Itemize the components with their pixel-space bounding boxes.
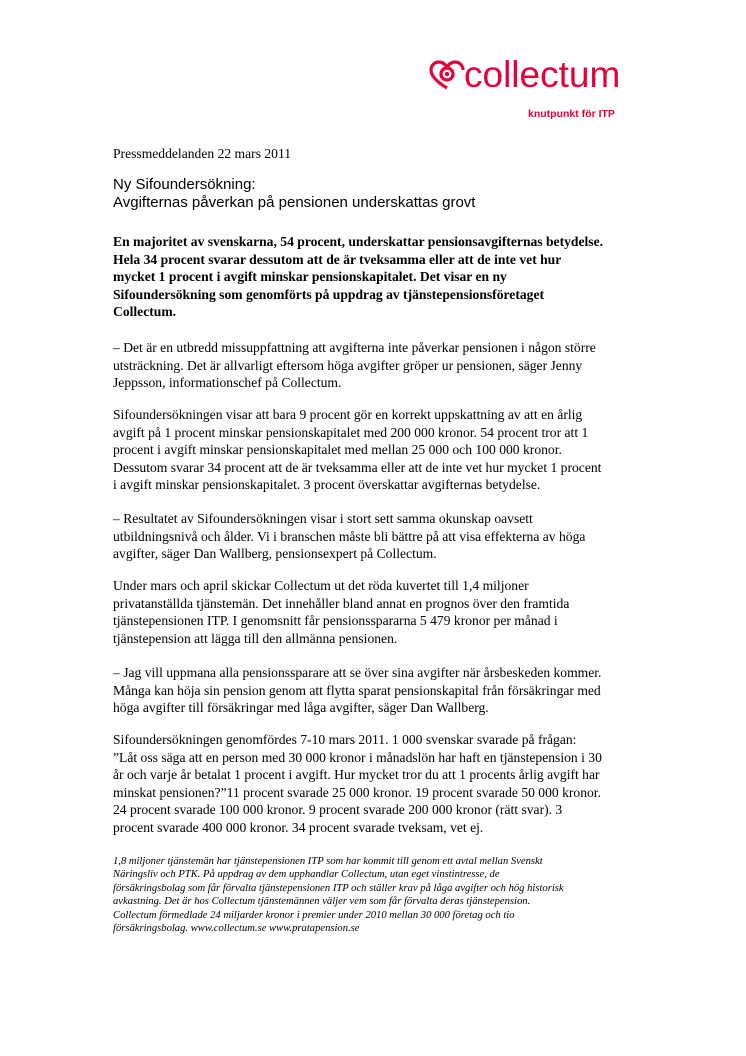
collectum-logo: [428, 54, 678, 126]
paragraph-line: utbildningsnivå och ålder. Vi i branschen måste bli bättre på att visa effekterna av höga: [113, 528, 586, 544]
paragraph-line: – Jag vill uppmana alla pensionssparare att se över sina avgifter när årsbeskeden kommer.: [113, 665, 602, 680]
paragraph-line: privatanställda tjänstemän. Det innehåller bland annat en prognos över den framtida: [113, 595, 570, 611]
logo-wordmark: collectum: [464, 54, 621, 95]
logo-tagline: knutpunkt för ITP: [528, 108, 615, 120]
title-line-2: Avgifternas påverkan på pensionen underskattas grovt: [113, 193, 476, 211]
paragraph-line: år och varje år betalat 1 procent i avgift. Hur mycket tror du att 1 procents årlig avgift har: [113, 767, 600, 783]
paragraph-line: Dessutom svarar 34 procent att de är tveksamma eller att de inte vet hur mycket 1 procent: [113, 459, 602, 475]
collectum-logo-mark-icon: [428, 60, 468, 94]
lead-line: Sifoundersökning som genomförts på uppdrag av tjänstepensionsföretaget: [113, 286, 545, 302]
footnote-line: försäkringsbolag. www.collectum.se www.pratapension.se: [113, 923, 360, 935]
press-release-title: [113, 176, 475, 211]
paragraph-line: Många kan höja sin pension genom att flytta sparat pensionskapital från försäkringar med: [113, 682, 601, 698]
paragraph-line: procent i avgift minskar pensionskapitalet med mellan 25 000 och 100 000 kronor.: [113, 442, 562, 458]
footnote-line: avkastning. Det är hos Collectum tjänstemännen väljer vem som får förvalta deras tjänstepension.: [113, 896, 531, 908]
paragraph-line: 24 procent svarade 100 000 kronor. 9 procent svarade 200 000 kronor (rätt svar). 3: [113, 802, 563, 818]
lead-line: Collectum.: [113, 304, 177, 320]
body-paragraph-red-envelope: [113, 577, 643, 647]
paragraph-line: tjänstepension att lägga till den allmänna pensionen.: [113, 630, 398, 646]
footnote-line: försäkringsbolag som får förvalta tjänstepensionen ITP och ställer krav på låga avgifter och hög historisk: [113, 882, 564, 894]
body-paragraph-quote-wallberg-1: [113, 510, 643, 563]
paragraph-line: minskat pensionen?”11 procent svarade 25 000 kronor. 19 procent svarade 50 000 kronor.: [113, 784, 601, 800]
paragraph-line: Under mars och april skickar Collectum ut det röda kuvertet till 1,4 miljoner: [113, 578, 529, 593]
footnote-line: Collectum förmedlade 24 miljarder kronor i premier under 2010 mellan 30 000 företag och tio: [113, 909, 515, 921]
lead-line: Hela 34 procent svarar dessutom att de är tveksamma eller att de inte vet hur: [113, 251, 562, 267]
body-paragraph-survey-results: [113, 406, 643, 494]
body-paragraph-quote-wallberg-2: [113, 664, 643, 717]
paragraph-line: tjänstepensionen ITP. I genomsnitt får pensionsspararna 5 479 kronor per månad i: [113, 613, 558, 629]
body-paragraph-survey-method: [113, 731, 643, 837]
footnote-line: Näringsliv och PTK. På uppdrag av dem upphandlar Collectum, utan eget vinstintresse, de: [113, 869, 500, 881]
paragraph-line: utsträckning. Det är allvarligt eftersom höga avgifter gröper ur pensionen, säger Jenny: [113, 357, 583, 373]
paragraph-line: procent svarade 400 000 kronor. 34 procent svarade tveksam, vet ej.: [113, 819, 484, 835]
paragraph-line: höga avgifter till försäkringar med låga avgifter, säger Dan Wallberg.: [113, 700, 489, 716]
paragraph-line: avgift på 1 procent minskar pensionskapitalet med 200 000 kronor. 54 procent tror att 1: [113, 424, 589, 440]
footnote: [113, 855, 643, 935]
lead-line: mycket 1 procent i avgift minskar pensionskapitalet. Det visar en ny: [113, 269, 507, 285]
paragraph-line: ”Låt oss säga att en person med 30 000 kronor i månadslön har haft en tjänstepension i 30: [113, 749, 602, 765]
paragraph-line: i avgift minskar pensionskapitalet. 3 procent överskattar avgifternas betydelse.: [113, 477, 541, 493]
paragraph-line: Sifoundersökningen genomfördes 7-10 mars 2011. 1 000 svenskar svarade på frågan:: [113, 732, 577, 747]
paragraph-line: avgifter, säger Dan Wallberg, pensionsexpert på Collectum.: [113, 546, 437, 562]
lead-line: En majoritet av svenskarna, 54 procent, underskattar pensionsavgifternas betydelse.: [113, 234, 604, 249]
press-release-dateline: Pressmeddelanden 22 mars 2011: [113, 146, 292, 161]
body-paragraph-quote-jeppsson: [113, 339, 643, 392]
lead-paragraph: [113, 233, 643, 321]
paragraph-line: – Resultatet av Sifoundersökningen visar i stort sett samma okunskap oavsett: [113, 511, 533, 526]
paragraph-line: – Det är en utbredd missuppfattning att avgifterna inte påverkar pensionen i någon större: [113, 340, 596, 355]
paragraph-line: Sifoundersökningen visar att bara 9 procent gör en korrekt uppskattning av att en årlig: [113, 407, 583, 422]
title-line-1: Ny Sifoundersökning:: [113, 176, 256, 193]
paragraph-line: Jeppsson, informationschef på Collectum.: [113, 375, 342, 391]
footnote-line: 1,8 miljoner tjänstemän har tjänstepensionen ITP som har kommit till genom ett avtal mellan Svenskt: [113, 856, 543, 867]
